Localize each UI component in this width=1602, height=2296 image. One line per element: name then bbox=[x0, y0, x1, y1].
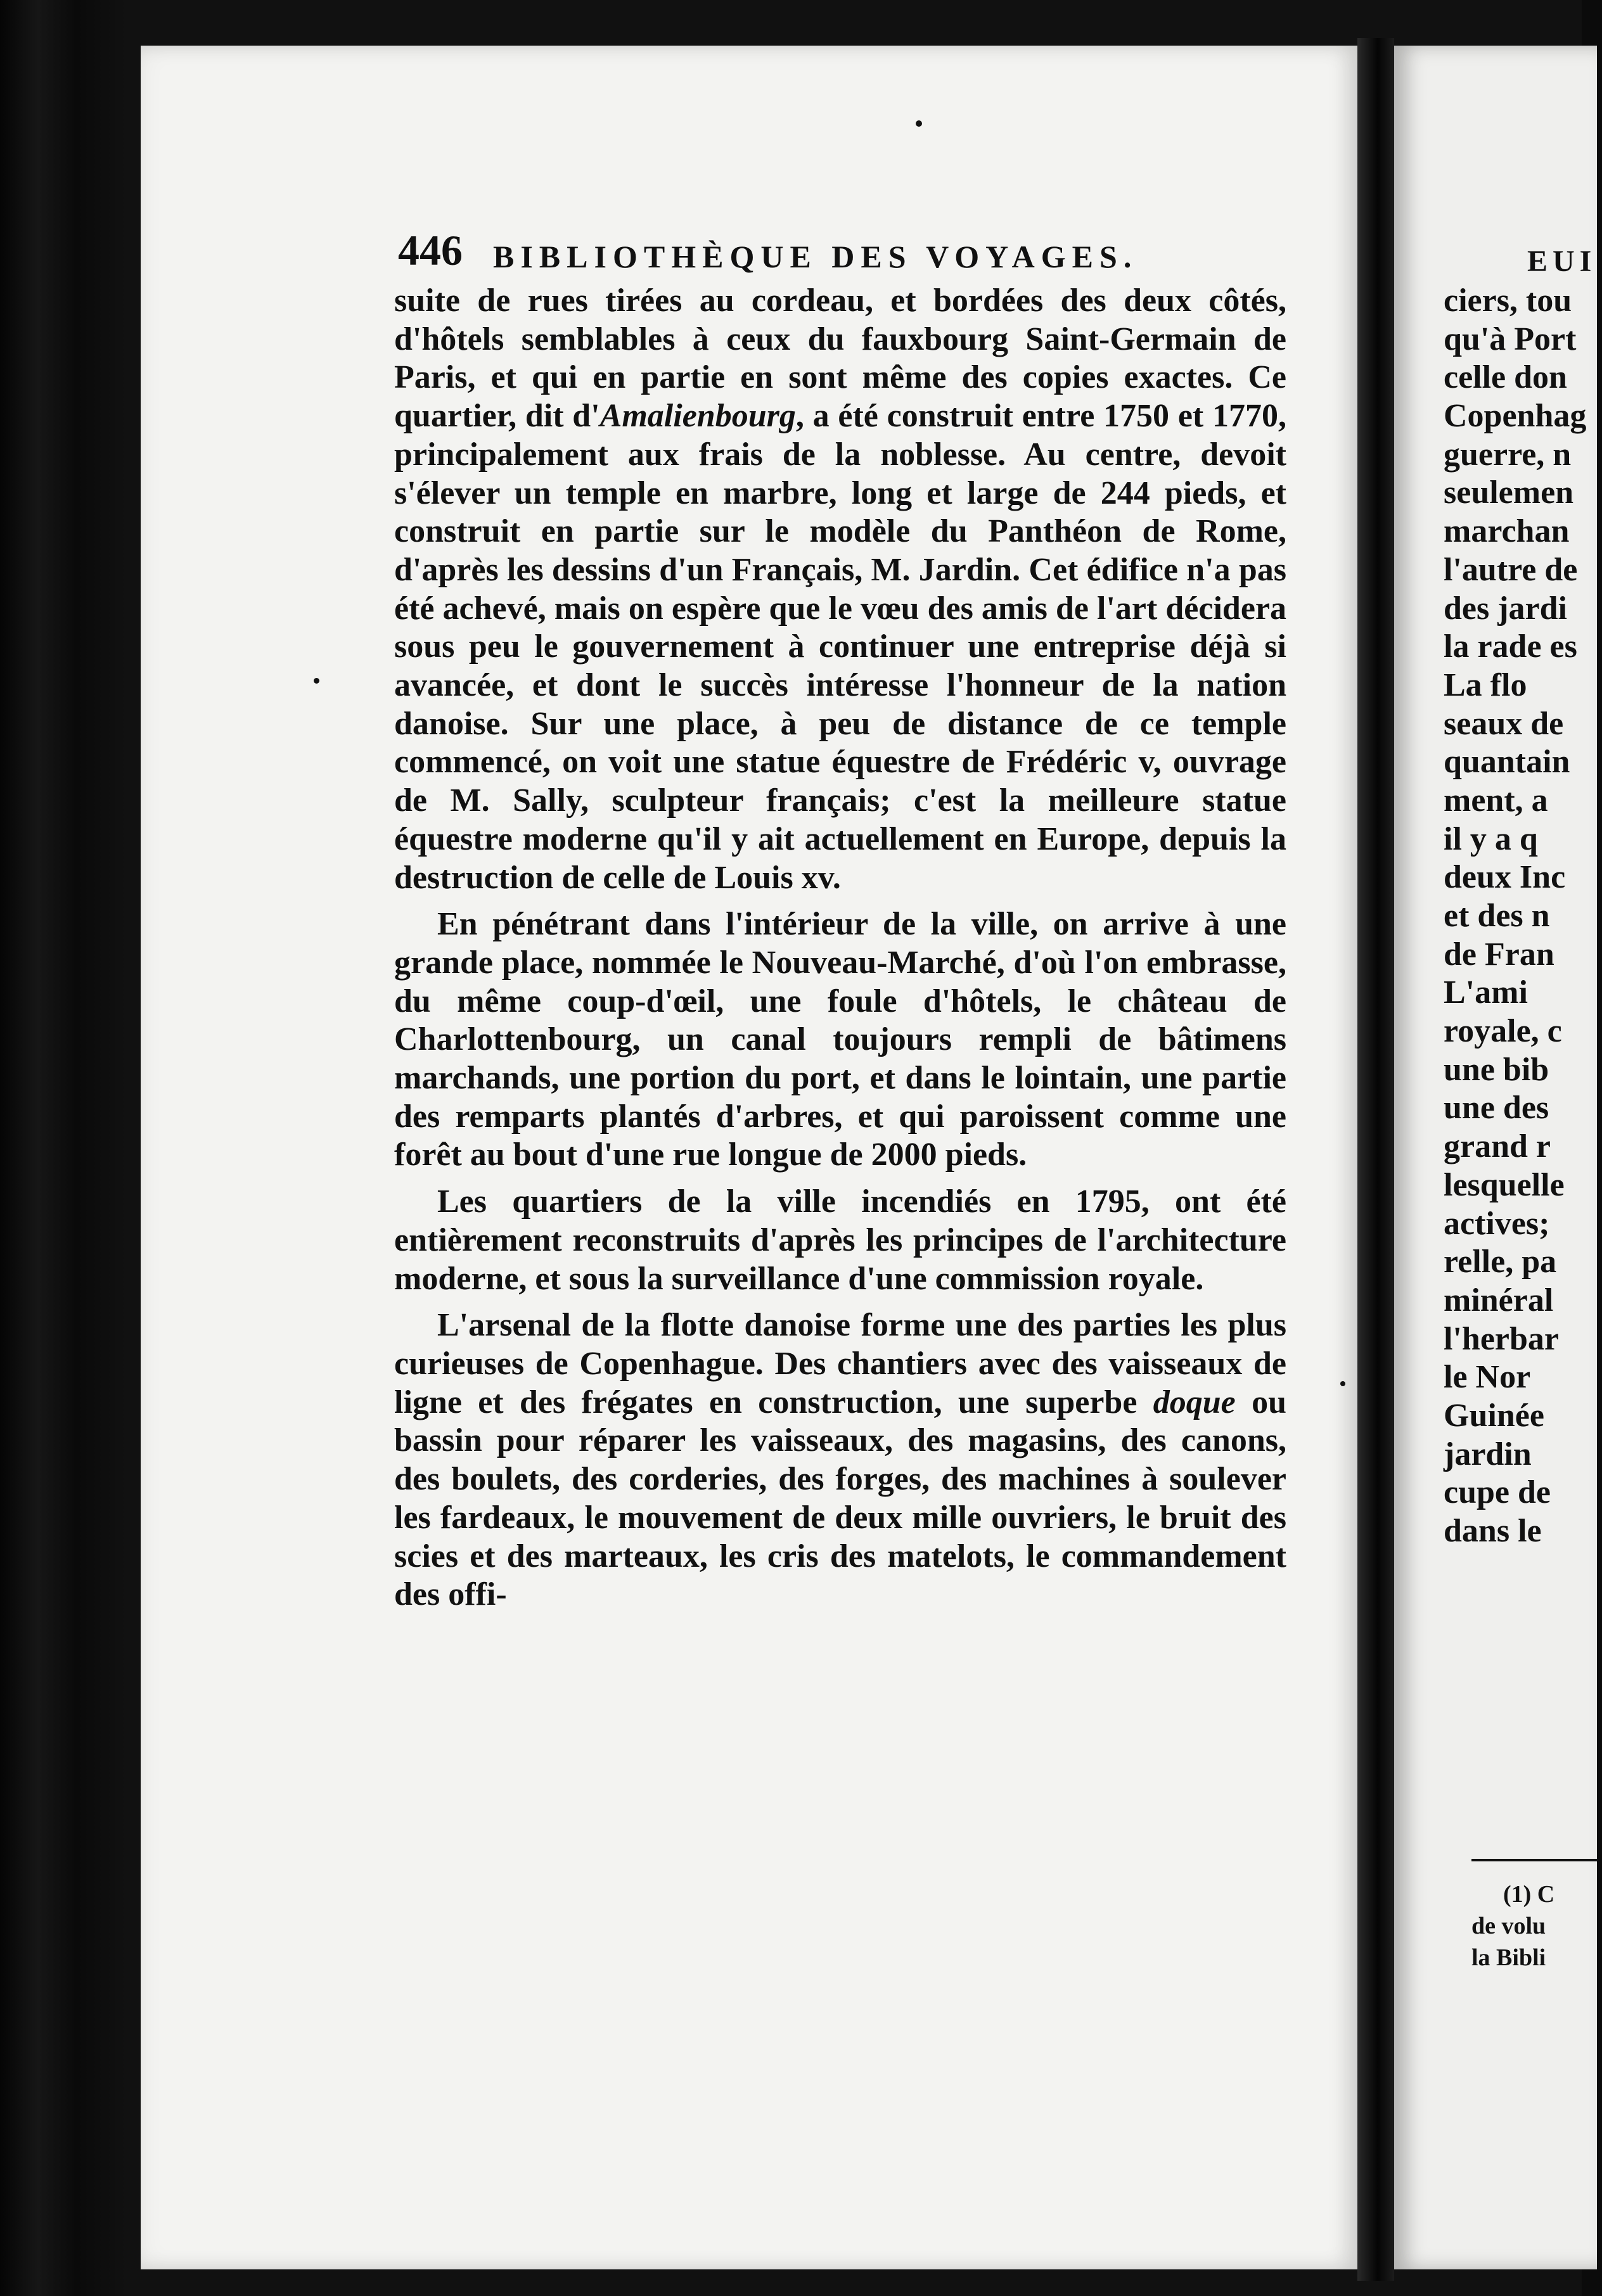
right-page-line: l'autre de bbox=[1444, 551, 1578, 588]
right-page-line: une des bbox=[1444, 1090, 1549, 1126]
right-page-line: celle don bbox=[1444, 359, 1567, 396]
right-page-line: actives; bbox=[1444, 1205, 1550, 1242]
right-page-footnotes bbox=[1471, 1878, 1598, 1974]
book-gutter bbox=[1357, 38, 1394, 2281]
right-page-line: de Fran bbox=[1444, 936, 1554, 973]
footnote-line: de volu bbox=[1471, 1913, 1546, 1939]
right-page-line: une bib bbox=[1444, 1051, 1549, 1088]
right-page-line: il y a q bbox=[1444, 820, 1538, 857]
italic-word-doque: doque bbox=[1153, 1384, 1236, 1420]
right-page-body bbox=[1444, 282, 1602, 1551]
paragraph-4: L'arsenal de la flotte danoise forme une des parties les plus curieuses de Copenhague. Des chantiers avec des vaisseaux de ligne et des frégates en construction, une superbe doque ou bassin pour réparer les vaisseaux, des magasins, des canons, des boulets, des corderies, des forges, des machines à soulever les fardeaux, le mouvement de deux mille ouvriers, le bruit des scies et des marteaux, les cris des matelots, le commandement des offi- bbox=[394, 1307, 1286, 1613]
right-page-line: La flo bbox=[1444, 666, 1527, 703]
paragraph-2: En pénétrant dans l'intérieur de la ville, on arrive à une grande place, nommée le Nouveau-Marché, d'où l'on embrasse, du même coup-d'œil, une foule d'hôtels, le château de Charlottenbourg, un canal toujours rempli de bâtimens marchands, une portion du port, et dans le lointain, une partie des remparts plantés d'arbres, et qui paroissent comme une forêt au bout d'une rue longue de 2000 pieds. bbox=[394, 906, 1286, 1173]
right-page-line: minéral bbox=[1444, 1282, 1554, 1318]
right-page-line: ciers, tou bbox=[1444, 283, 1572, 319]
footnote-line: la Bibli bbox=[1471, 1944, 1546, 1971]
right-page-line: l'herbar bbox=[1444, 1320, 1559, 1357]
right-page-line: Copenhag bbox=[1444, 398, 1587, 435]
page-number: 446 bbox=[398, 226, 463, 274]
right-page-line: relle, pa bbox=[1444, 1244, 1557, 1280]
footnote-rule bbox=[1471, 1859, 1598, 1861]
running-title: BIBLIOTHÈQUE DES VOYAGES. bbox=[493, 239, 1138, 274]
right-page-line: qu'à Port bbox=[1444, 321, 1577, 357]
right-page-line: marchan bbox=[1444, 513, 1570, 550]
right-page-line: grand r bbox=[1444, 1128, 1551, 1165]
right-page-line: jardin bbox=[1444, 1436, 1532, 1472]
paragraph-1: suite de rues tirées au cordeau, et bordées des deux côtés, d'hôtels semblables à ceux du fauxbourg Saint-Germain de Paris, et qui en partie en sont même des copies exactes. Ce quartier, dit d'Amalienbourg, a été construit entre 1750 et 1770, principalement aux frais de la noblesse. Au centre, devoit s'élever un temple en marbre, long et large de 244 pieds, et construit en partie sur le modèle du Panthéon de Rome, d'après les dessins d'un Français, M. Jardin. Cet édifice n'a pas été achevé, mais on espère que le vœu des amis de l'art décidera sous peu le gouvernement à continuer une entreprise déjà si avancée, et dont le succès intéresse l'honneur de la nation danoise. Sur une place, à peu de distance de ce temple commencé, on voit une statue équestre de Frédéric v, ouvrage de M. Sally, sculpteur français; c'est la meilleure statue équestre moderne qu'il y ait actuellement en Europe, depuis la destruction de celle de Louis xv. bbox=[394, 283, 1286, 896]
right-page-line: guerre, n bbox=[1444, 436, 1572, 473]
ink-speck bbox=[314, 678, 319, 684]
right-page-line: cupe de bbox=[1444, 1474, 1551, 1511]
right-page-line: et des n bbox=[1444, 898, 1550, 934]
right-page-line: ment, a bbox=[1444, 782, 1548, 819]
left-page-header bbox=[398, 225, 1285, 282]
paragraph-3: Les quartiers de la ville incendiés en 1795, ont été entièrement reconstruits d'après les principes de l'architecture moderne, et sous la surveillance d'une commission royale. bbox=[394, 1183, 1286, 1297]
right-page-line: des jardi bbox=[1444, 590, 1567, 627]
footnote-line: (1) C bbox=[1503, 1881, 1555, 1908]
ink-speck bbox=[1340, 1381, 1345, 1386]
right-page-line: Guinée bbox=[1444, 1397, 1544, 1434]
right-page-line: le Nor bbox=[1444, 1359, 1531, 1396]
ink-speck bbox=[916, 120, 922, 127]
left-page-body bbox=[394, 282, 1286, 1614]
right-page-line: L'ami bbox=[1444, 974, 1528, 1011]
right-page-line: la rade es bbox=[1444, 628, 1577, 665]
right-page-line: dans le bbox=[1444, 1513, 1542, 1549]
right-page-line: lesquelle bbox=[1444, 1166, 1565, 1203]
right-page-line: quantain bbox=[1444, 744, 1570, 781]
right-page-line: seaux de bbox=[1444, 705, 1564, 742]
italic-word-amalienbourg: Amalienbourg bbox=[599, 398, 796, 435]
right-page-header: EUI bbox=[1527, 245, 1597, 278]
right-page-line: seulemen bbox=[1444, 475, 1574, 511]
right-page-line: royale, c bbox=[1444, 1013, 1562, 1050]
right-page-line: deux Inc bbox=[1444, 859, 1566, 896]
